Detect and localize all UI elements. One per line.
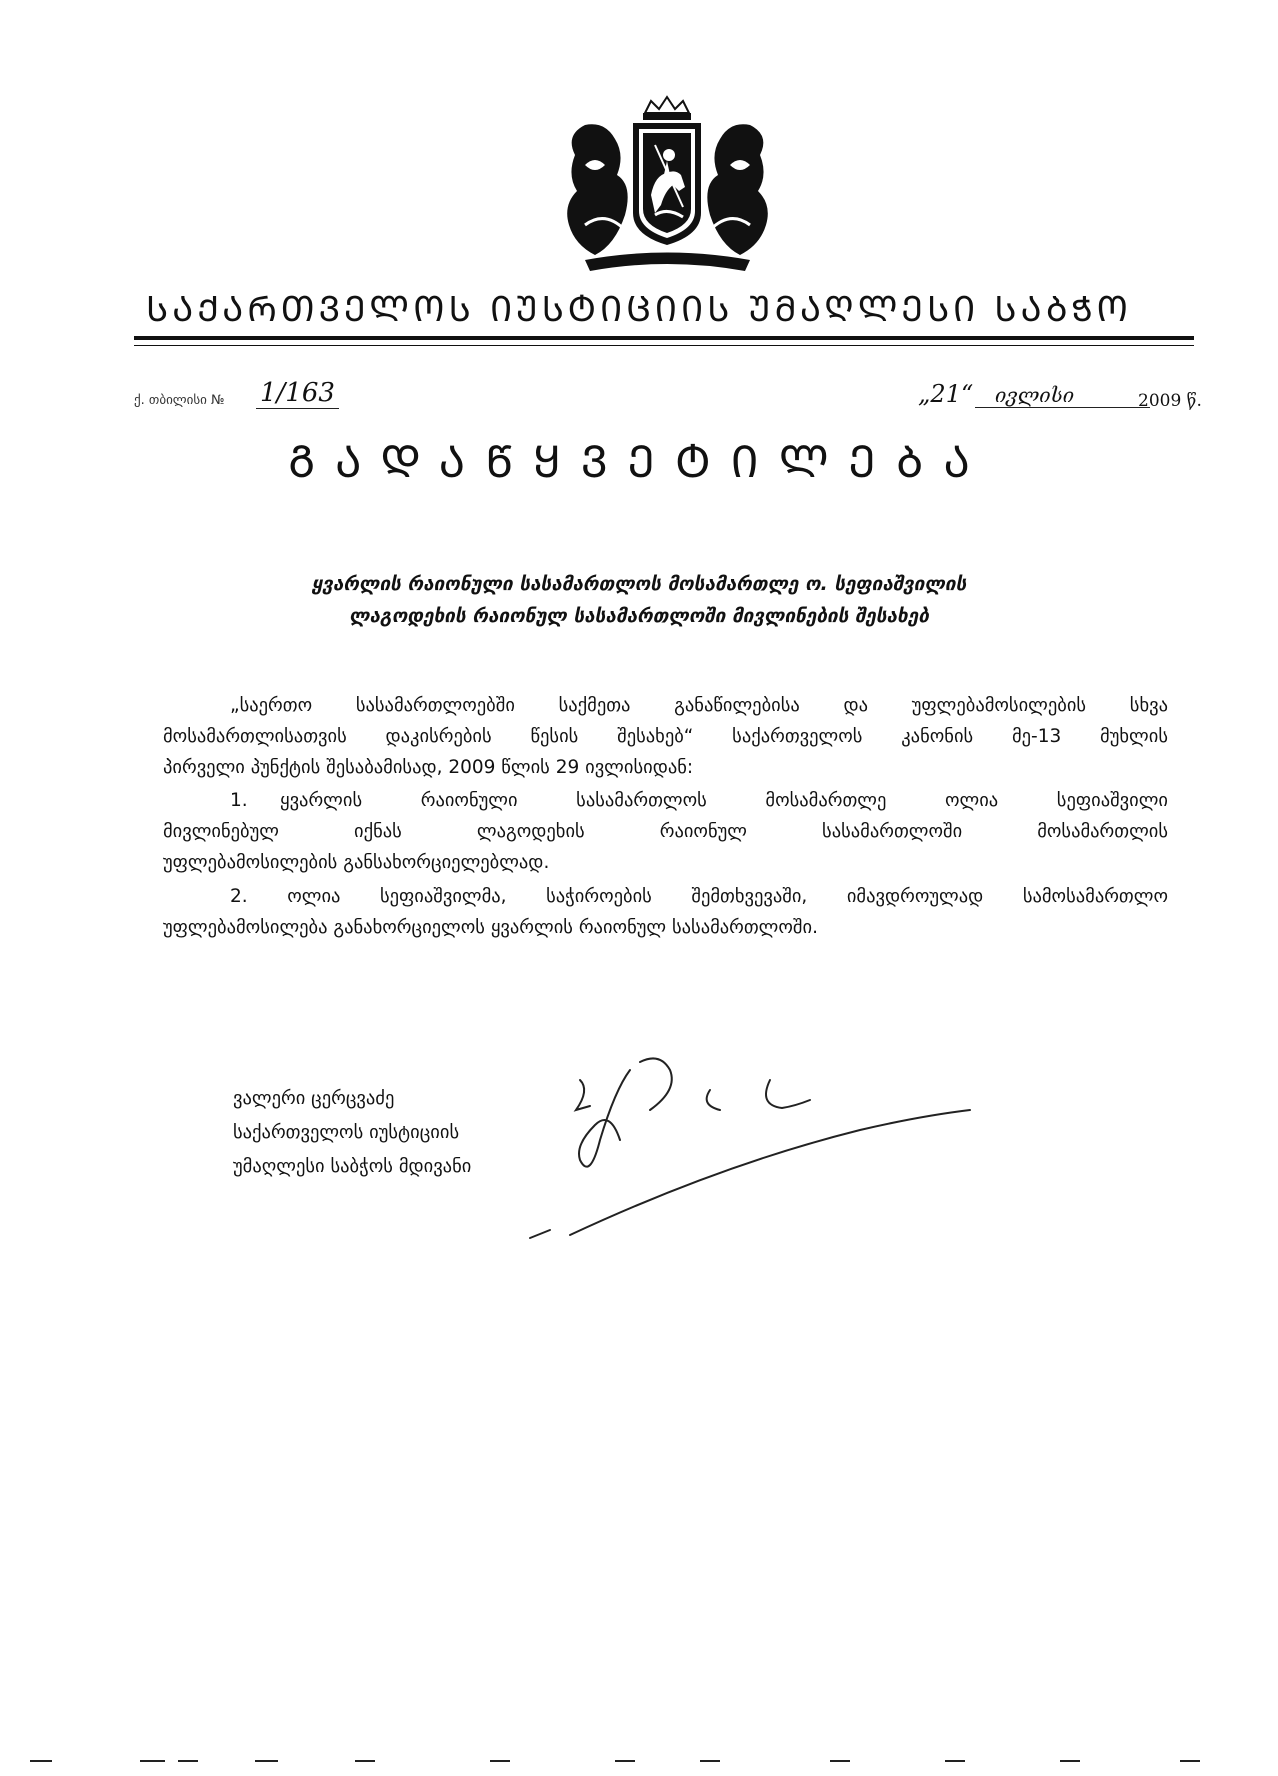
list-item-text: ყვარლის რაიონული სასამართლოს მოსამართლე ოლია სეფიაშვილი <box>280 790 1168 811</box>
georgia-coat-of-arms-icon <box>555 95 780 275</box>
body-line: მივლინებულ იქნას ლაგოდეხის რაიონულ სასამართლოში მოსამართლის <box>163 821 1168 842</box>
decree-date-month: ივლისი <box>975 383 1150 408</box>
decree-number: 1/163 <box>256 378 339 409</box>
organization-title: ᲡᲐᲥᲐᲠᲗᲕᲔᲚᲝᲡ ᲘᲣᲡᲢᲘᲪᲘᲘᲡ ᲣᲛᲐᲦᲚᲔᲡᲘ ᲡᲐᲑᲭᲝ <box>146 290 1132 330</box>
signatory-name: ვალერი ცერცვაძე <box>233 1088 395 1109</box>
subject-line-1: ყვარლის რაიონული სასამართლოს მოსამართლე ო. სეფიაშვილის <box>311 573 967 595</box>
body-line: მოსამართლისათვის დაკისრების წესის შესახებ“ საქართველოს კანონის მე-13 მუხლის <box>163 726 1168 747</box>
decree-date-year: 2009 წ. <box>1138 391 1202 411</box>
handwritten-signature <box>520 1050 990 1240</box>
header-rule-thick <box>134 336 1194 340</box>
signatory-title-line-2: უმაღლესი საბჭოს მდივანი <box>233 1156 472 1177</box>
body-line: უფლებამოსილების განსახორციელებლად. <box>163 852 550 873</box>
signatory-title-line-1: საქართველოს იუსტიციის <box>233 1122 460 1143</box>
body-line: „საერთო სასამართლოებში საქმეთა განაწილებისა და უფლებამოსილების სხვა <box>230 695 1168 716</box>
body-line: პირველი პუნქტის შესაბამისად, 2009 წლის 29 ივლისიდან: <box>163 757 694 778</box>
list-item-number: 1. <box>230 790 248 811</box>
decree-date-day: „21“ <box>918 380 974 408</box>
subject-line-2: ლაგოდეხის რაიონულ სასამართლოში მივლინების შესახებ <box>349 605 929 627</box>
decree-number-label: ქ. თბილისი № <box>134 393 225 408</box>
scan-edge-marks <box>0 1755 1278 1767</box>
body-line: უფლებამოსილება განახორციელოს ყვარლის რაიონულ სასამართლოში. <box>163 917 818 938</box>
list-item-2-line: 2. ოლია სეფიაშვილმა, საჭიროების შემთხვევაში, იმავდროულად სამოსამართლო <box>230 886 1168 907</box>
document-type-heading: ᲒᲐᲓᲐᲬᲧᲕᲔᲢᲘᲚᲔᲑᲐ <box>288 437 990 488</box>
list-item-1-line <box>230 785 1168 816</box>
header-rule-thin <box>134 345 1194 346</box>
